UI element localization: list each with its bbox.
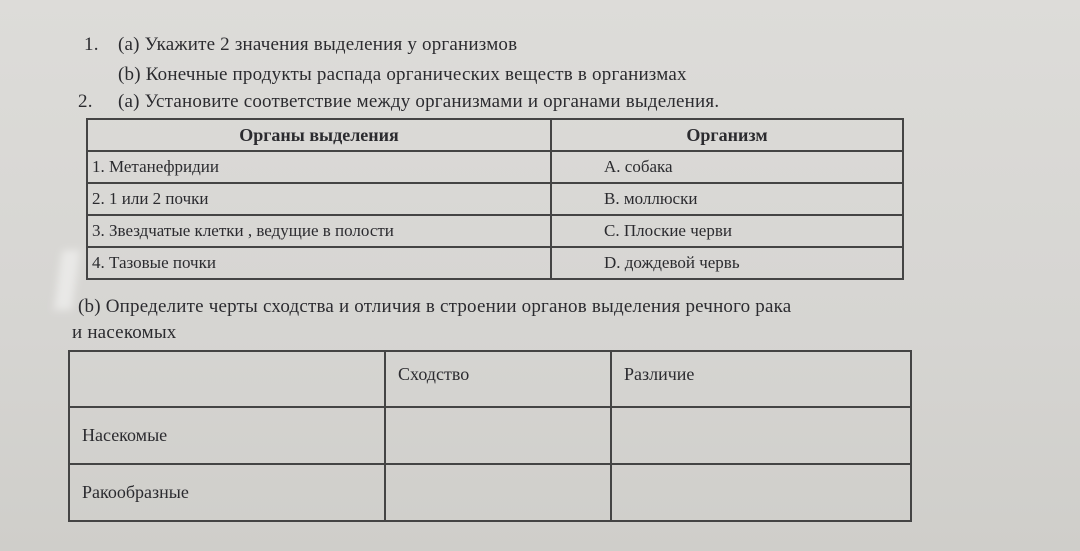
matching-table	[86, 118, 904, 280]
question-2b-text-line2: и насекомых	[72, 322, 177, 343]
organism-cell: С. Плоские черви	[551, 215, 903, 247]
question-2a	[78, 91, 719, 113]
comparison-table	[68, 350, 912, 522]
answer-cell[interactable]	[611, 464, 911, 521]
row-label-insects: Насекомые	[69, 407, 385, 464]
question-1-number: 1.	[84, 34, 99, 55]
empty-corner-cell	[69, 351, 385, 407]
organism-cell: В. моллюски	[551, 183, 903, 215]
question-1b-text: (b) Конечные продукты распада органических веществ в организмах	[118, 64, 687, 85]
header-organs: Органы выделения	[87, 119, 551, 151]
light-glare	[54, 250, 80, 310]
table-row	[87, 151, 903, 183]
organ-cell: 3. Звездчатые клетки , ведущие в полости	[87, 215, 551, 247]
answer-cell[interactable]	[611, 407, 911, 464]
question-2a-text: (a) Установите соответствие между организмами и органами выделения.	[118, 91, 720, 112]
table-row	[69, 464, 911, 521]
table-row	[69, 407, 911, 464]
comparison-header-row	[69, 351, 911, 407]
question-2b-text-line1: (b) Определите черты сходства и отличия в строении органов выделения речного рака	[78, 296, 792, 317]
organ-cell: 1. Метанефридии	[87, 151, 551, 183]
question-1a-text: (a) Укажите 2 значения выделения у организмов	[118, 34, 518, 55]
answer-cell[interactable]	[385, 464, 611, 521]
question-2-number: 2.	[78, 91, 93, 112]
organ-cell: 4. Тазовые почки	[87, 247, 551, 279]
table-row	[87, 183, 903, 215]
header-difference: Различие	[611, 351, 911, 407]
row-label-crustaceans: Ракообразные	[69, 464, 385, 521]
matching-table-header	[87, 119, 903, 151]
table-row	[87, 215, 903, 247]
organ-cell: 2. 1 или 2 почки	[87, 183, 551, 215]
organism-cell: D. дождевой червь	[551, 247, 903, 279]
organism-cell: А. собака	[551, 151, 903, 183]
table-row	[87, 247, 903, 279]
header-similarity: Сходство	[385, 351, 611, 407]
header-organism: Организм	[551, 119, 903, 151]
answer-cell[interactable]	[385, 407, 611, 464]
question-1a	[84, 34, 517, 56]
